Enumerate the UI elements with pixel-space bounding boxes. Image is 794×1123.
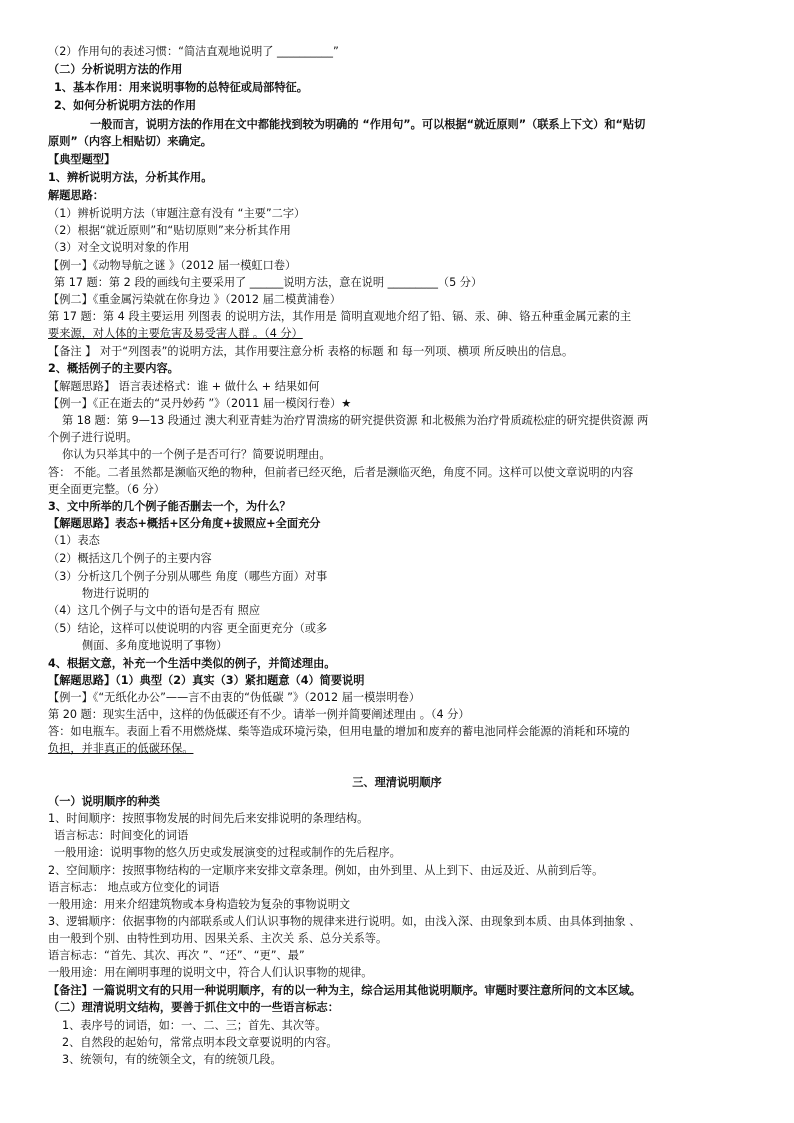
- text-line: 1、辨析说明方法，分析其作用。: [48, 171, 213, 184]
- section-heading: （二）理清说明文结构，要善于抓住文中的一些语言标志：: [48, 1001, 339, 1014]
- text-line: 物进行说明的: [82, 587, 150, 600]
- text-line: 【例一】《“无纸化办公”——言不由衷的“伪低碳 ”》（2012 届一模崇明卷）: [48, 691, 421, 704]
- text-line: 【解题思路】表态+概括+区分角度+拔照应+全面充分: [48, 517, 321, 530]
- text-line: 第 20 题：现实生活中，这样的伪低碳还有不少。请举一例并简要阐述理由 。（4 分）: [48, 708, 470, 721]
- section-heading: （一）说明顺序的种类: [48, 795, 160, 808]
- text-line: 语言标志： 地点或方位变化的词语: [48, 881, 220, 894]
- text-line: （2）根据“就近原则”和“贴切原则”来分析其作用: [48, 224, 291, 237]
- text-line: 1、基本作用：用来说明事物的总特征或局部特征。: [54, 81, 308, 94]
- text-line: 2、空间顺序：按照事物结构的一定顺序来安排文章条理。例如，由外到里、从上到下、由远及近、从前到后等。: [48, 864, 604, 877]
- text-line: 第 18 题：第 9—13 段通过 澳大利亚青蛙为治疗胃溃疡的研究提供资源 和北极熊为治疗骨质疏松症的研究提供资源 两: [62, 414, 649, 427]
- text-line: 【解题思路】 语言表述格式：谁 + 做什么 + 结果如何: [48, 380, 320, 393]
- text-line: 语言标志：时间变化的词语: [54, 829, 189, 842]
- text-line: 2、自然段的起始句，常常点明本段文章要说明的内容。: [62, 1036, 338, 1049]
- text-line: 一般用途：用在阐明事理的说明文中，符合人们认识事物的规律。: [48, 966, 373, 979]
- text-line: （5）结论，这样可以使说明的内容 更全面更充分（或多: [48, 622, 328, 635]
- section-heading: 【典型题型】: [48, 153, 116, 166]
- text-line: 答： 不能。二者虽然都是濒临灭绝的物种，但前者已经灭绝，后者是濒临灭绝，角度不同。这样可以使文章说明的内容: [48, 466, 634, 479]
- text-line: 一般用途：用来介绍建筑物或本身构造较为复杂的事物说明文: [48, 898, 351, 911]
- text-line: 更全面更完整。（6 分）: [48, 483, 165, 496]
- section-heading: （二）分析说明方法的作用: [48, 63, 183, 76]
- text-line: 个例子进行说明。: [48, 431, 138, 444]
- text-line: 语言标志：“首先、其次、再次 ”、“还”、“更”、最”: [48, 949, 305, 962]
- text-line: 解题思路：: [48, 189, 104, 202]
- text-line: （3）分析这几个例子分别从哪些 角度（哪些方面）对事: [48, 570, 328, 583]
- text-line: 负担，并非真正的低碳环保。: [48, 742, 194, 755]
- text-line: 【解题思路】（1）典型（2）真实（3）紧扣题意（4）简要说明: [48, 674, 365, 687]
- text-line: 【例一】《正在逝去的“灵丹妙药 ”》（2011 届一模闵行卷）★: [48, 397, 352, 410]
- text-line: 你认为只举其中的一个例子是否可行？简要说明理由。: [62, 448, 331, 461]
- text-line: 1、表序号的词语，如：一、二、三；首先、其次等。: [62, 1019, 327, 1032]
- text-line: 第 17 题：第 2 段的画线句主要采用了 ______说明方法，意在说明 _________（5 分）: [54, 276, 483, 289]
- text-line: 一般用途：说明事物的悠久历史或发展演变的过程或制作的先后程序。: [54, 846, 401, 859]
- text-line: 第 17 题：第 4 段主要运用 列图表 的说明方法，其作用是 简明直观地介绍了铅、镉、汞、砷、铬五种重金属元素的主: [48, 310, 632, 323]
- text-line: 由一般到个别、由特性到功用、因果关系、主次关 系、总分关系等。: [48, 932, 388, 945]
- text-line: 【例一】《动物导航之谜 》（2012 届一模虹口卷）: [48, 259, 297, 272]
- text-line: 侧面、多角度地说明了事物）: [82, 639, 228, 652]
- text-line: （2）作用句的表述习惯：“简洁直观地说明了 __________”: [48, 45, 339, 58]
- text-line: 要来源，对人体的主要危害及易受害人群 。（4 分）: [48, 327, 303, 340]
- section-title: 三、理清说明顺序: [352, 776, 442, 789]
- text-line: （4）这几个例子与文中的语句是否有 照应: [48, 604, 261, 617]
- text-line: （2）概括这几个例子的主要内容: [48, 552, 212, 565]
- text-line: 2、如何分析说明方法的作用: [54, 99, 197, 112]
- text-line: （1）表态: [48, 534, 100, 547]
- text-line: 1、时间顺序：按照事物发展的时间先后来安排说明的条理结构。: [48, 812, 369, 825]
- text-line: 3、逻辑顺序：依据事物的内部联系或人们认识事物的规律来进行说明。如，由浅入深、由现象到本质、由具体到抽象 、: [48, 915, 641, 928]
- text-line: 答：如电瓶车。表面上看不用燃烧煤、柴等造成环境污染，但用电量的增加和废弃的蓄电池同样会能源的消耗和环境的: [48, 725, 630, 738]
- text-line: 【备注】一篇说明文有的只用一种说明顺序，有的以一种为主，综合运用其他说明顺序。审题时要注意所问的文本区域。: [48, 984, 641, 997]
- text-line: 【例二】《重金属污染就在你身边 》（2012 届二模黄浦卷）: [48, 293, 341, 306]
- text-line: 3、文中所举的几个例子能否删去一个，为什么？: [48, 500, 291, 513]
- text-line: 4、根据文意，补充一个生活中类似的例子，并简述理由。: [48, 657, 336, 670]
- text-line: 一般而言，说明方法的作用在文中都能找到较为明确的 “作用句”。可以根据“就近原则”（联系上下文）和“贴切: [90, 118, 646, 131]
- text-line: （3）对全文说明对象的作用: [48, 241, 190, 254]
- text-line: （1）辨析说明方法（审题注意有没有 “主要”二字）: [48, 207, 306, 220]
- text-line: 【备注 】 对于“列图表”的说明方法，其作用要注意分析 表格的标题 和 每一列项、横项 所反映出的信息。: [48, 345, 574, 358]
- text-line: 2、概括例子的主要内容。: [48, 362, 179, 375]
- text-line: 原则”（内容上相贴切）来确定。: [48, 135, 212, 148]
- text-line: 3、统领句，有的统领全文，有的统领几段。: [62, 1053, 282, 1066]
